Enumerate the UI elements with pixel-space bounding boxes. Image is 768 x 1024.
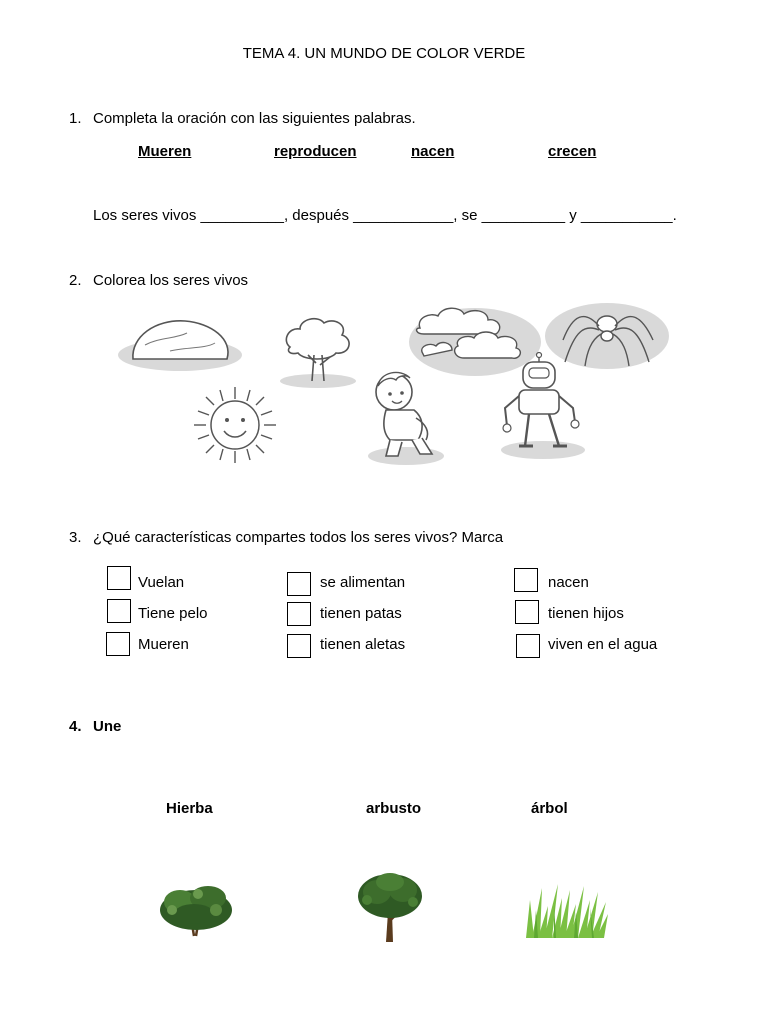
rock-drawing[interactable]: [115, 315, 245, 375]
word-crecen: crecen: [548, 143, 597, 160]
tree-drawing[interactable]: [278, 315, 358, 390]
q1-number: 1.: [69, 110, 82, 127]
checkbox-vuelan[interactable]: [107, 566, 131, 590]
q3-prompt: ¿Qué características compartes todos los seres vivos? Marca: [93, 529, 504, 546]
option-vuelan: Vuelan: [138, 574, 185, 591]
q4-number: 4.: [69, 718, 82, 735]
bush-picture[interactable]: [158, 880, 234, 938]
option-nacen: nacen: [548, 574, 589, 591]
option-tienen-hijos: tienen hijos: [548, 605, 624, 622]
checkbox-mueren[interactable]: [106, 632, 130, 656]
word-reproducen: reproducen: [274, 143, 357, 160]
page-title: TEMA 4. UN MUNDO DE COLOR VERDE: [242, 45, 526, 62]
grass-picture[interactable]: [524, 880, 610, 940]
checkbox-viven-en-el-agua[interactable]: [516, 634, 540, 658]
robot-drawing[interactable]: [495, 352, 590, 462]
checkbox-tiene-pelo[interactable]: [107, 599, 131, 623]
q4-prompt: Une: [93, 718, 122, 735]
option-tienen-patas: tienen patas: [320, 605, 402, 622]
q2-number: 2.: [69, 272, 82, 289]
q1-prompt: Completa la oración con las siguientes palabras.: [93, 110, 416, 127]
option-tienen-aletas: tienen aletas: [320, 636, 406, 653]
checkbox-nacen[interactable]: [514, 568, 538, 592]
q2-prompt: Colorea los seres vivos: [93, 272, 249, 289]
word-nacen: nacen: [411, 143, 455, 160]
sun-drawing[interactable]: [190, 385, 280, 465]
q3-number: 3.: [69, 529, 82, 546]
checkbox-tienen-aletas[interactable]: [287, 634, 311, 658]
boy-drawing[interactable]: [360, 368, 450, 466]
tree-picture[interactable]: [355, 870, 425, 944]
fill-in-sentence: Los seres vivos __________, después ____________, se __________ y ___________.: [93, 207, 677, 224]
checkbox-tienen-patas[interactable]: [287, 602, 311, 626]
label-arbusto[interactable]: arbusto: [366, 800, 422, 817]
option-tiene-pelo: Tiene pelo: [138, 605, 208, 622]
label-arbol[interactable]: árbol: [531, 800, 568, 817]
option-se-alimentan: se alimentan: [320, 574, 406, 591]
label-hierba[interactable]: Hierba: [166, 800, 213, 817]
option-mueren: Mueren: [138, 636, 189, 653]
word-mueren: Mueren: [138, 143, 192, 160]
option-viven-en-el-agua: viven en el agua: [548, 636, 658, 653]
checkbox-se-alimentan[interactable]: [287, 572, 311, 596]
checkbox-tienen-hijos[interactable]: [515, 600, 539, 624]
